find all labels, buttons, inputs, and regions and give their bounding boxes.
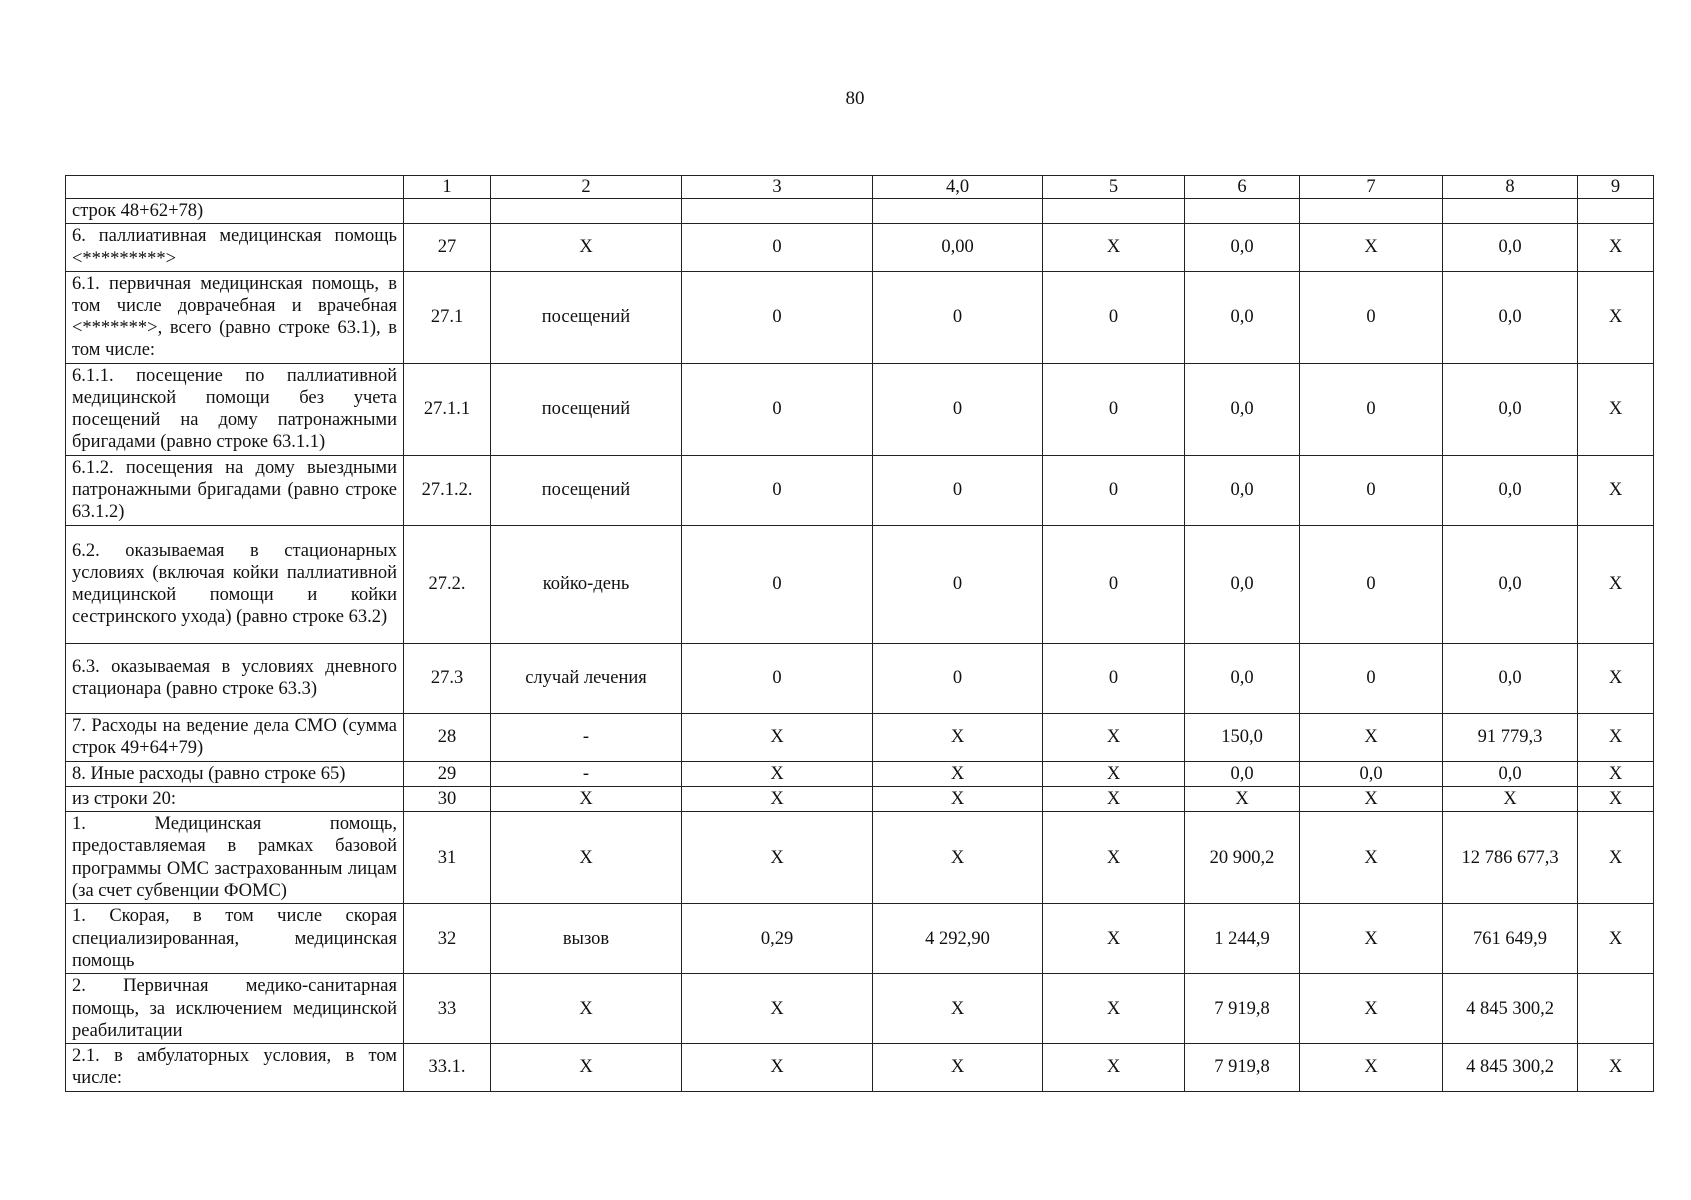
table-cell: 0 [1300,643,1443,713]
row-name-cell: 6.2. оказываемая в стационарных условиях (включая койки паллиативной медицинской помощи и койки сестринского ухода) (равно строке 63.2) [66,525,404,643]
row-name-cell: 6.1.1. посещение по паллиативной медицинской помощи без учета посещений на дому патронажными бригадами (равно строке 63.1.1) [66,363,404,455]
table-cell: 4 845 300,2 [1443,1044,1578,1091]
table-cell: Х [682,974,873,1044]
table-cell: 0,29 [682,904,873,974]
table-cell: 0 [1043,271,1185,363]
column-header: 2 [491,176,682,199]
table-cell [1578,199,1654,224]
table-row [66,786,1654,811]
table-cell: Х [1443,786,1578,811]
table-row [66,1044,1654,1091]
table-cell: 0,0 [1300,761,1443,786]
table-cell: 0 [873,363,1043,455]
table-cell: Х [873,974,1043,1044]
table-cell: 0 [682,455,873,525]
column-header: 7 [1300,176,1443,199]
table-cell: Х [1300,812,1443,904]
column-header: 6 [1185,176,1300,199]
table-cell: Х [1043,761,1185,786]
table-cell: Х [1043,812,1185,904]
table-cell: Х [682,761,873,786]
table-cell: 7 919,8 [1185,1044,1300,1091]
table-cell: посещений [491,455,682,525]
page-number: 80 [845,88,865,109]
table-cell: Х [1300,713,1443,761]
table-cell: 0 [682,224,873,271]
table-cell: Х [1043,974,1185,1044]
table-cell: 27.1.1 [404,363,491,455]
table-cell: Х [491,786,682,811]
table-cell: Х [873,786,1043,811]
row-name-cell: 6.1.2. посещения на дому выездными патронажными бригадами (равно строке 63.1.2) [66,455,404,525]
table-cell: Х [1578,643,1654,713]
table-cell: 0,0 [1443,525,1578,643]
table-cell: Х [1043,904,1185,974]
table-cell: 28 [404,713,491,761]
row-name-cell: 6.1. первичная медицинская помощь, в том числе доврачебная и врачебная <*******>, всего (равно строке 63.1), в том числе: [66,271,404,363]
table-cell: Х [1578,271,1654,363]
table-cell: 0 [873,271,1043,363]
table-row [66,525,1654,643]
table-cell: Х [1578,713,1654,761]
table-cell: Х [873,1044,1043,1091]
table-cell: 0,0 [1443,363,1578,455]
table-cell: 0,0 [1443,761,1578,786]
table-cell: 20 900,2 [1185,812,1300,904]
table-cell: Х [682,812,873,904]
table-cell: Х [491,974,682,1044]
table-cell: 27.1.2. [404,455,491,525]
table-cell: 0,0 [1443,643,1578,713]
table-cell: Х [491,1044,682,1091]
table-cell: вызов [491,904,682,974]
table-cell: 27.3 [404,643,491,713]
table-cell: 0,0 [1185,525,1300,643]
table-row [66,455,1654,525]
table-cell [682,199,873,224]
column-header: 4,0 [873,176,1043,199]
table-cell [873,199,1043,224]
table-cell: 0,0 [1185,224,1300,271]
row-name-cell: 8. Иные расходы (равно строке 65) [66,761,404,786]
table-cell: Х [1300,974,1443,1044]
table-cell: 29 [404,761,491,786]
table-cell: 0 [1300,525,1443,643]
table-cell: Х [1300,904,1443,974]
table-row [66,974,1654,1044]
data-table [65,175,1654,1092]
table-cell: Х [1578,525,1654,643]
table-cell: 7 919,8 [1185,974,1300,1044]
column-header: 1 [404,176,491,199]
table-cell: 27 [404,224,491,271]
table-cell: посещений [491,363,682,455]
table-cell: койко-день [491,525,682,643]
table-cell: 0 [682,271,873,363]
table-cell: 32 [404,904,491,974]
table-cell [1043,199,1185,224]
table-cell: 31 [404,812,491,904]
table-cell: 0,00 [873,224,1043,271]
table-cell: 0 [682,363,873,455]
table-cell: Х [873,812,1043,904]
table-row [66,363,1654,455]
table-cell: Х [1578,455,1654,525]
table-cell: 761 649,9 [1443,904,1578,974]
table-row [66,904,1654,974]
table-cell: Х [1300,1044,1443,1091]
table-cell [1443,199,1578,224]
table-cell: 0 [1300,271,1443,363]
table-cell: Х [1185,786,1300,811]
column-header: 9 [1578,176,1654,199]
table-cell: 0 [682,525,873,643]
table-row [66,199,1654,224]
row-name-cell: 7. Расходы на ведение дела СМО (сумма строк 49+64+79) [66,713,404,761]
table-cell: 0 [1300,455,1443,525]
table-cell: Х [1578,363,1654,455]
table-cell: Х [1300,224,1443,271]
table-cell: 0,0 [1443,271,1578,363]
table-cell: 0,0 [1443,224,1578,271]
table-cell: 33 [404,974,491,1044]
table-cell: 27.2. [404,525,491,643]
column-header: 3 [682,176,873,199]
table-cell: 0,0 [1185,643,1300,713]
table-cell: Х [1578,224,1654,271]
table-cell: 30 [404,786,491,811]
table-cell: Х [1578,786,1654,811]
table-cell: 0 [682,643,873,713]
table-cell: 0 [1043,525,1185,643]
row-name-cell: строк 48+62+78) [66,199,404,224]
table-cell: 0,0 [1185,761,1300,786]
table-cell: 12 786 677,3 [1443,812,1578,904]
table-cell: 27.1 [404,271,491,363]
table-cell: 0,0 [1185,455,1300,525]
table-cell: 1 244,9 [1185,904,1300,974]
row-name-cell: 6. паллиативная медицинская помощь <*********> [66,224,404,271]
table-cell: Х [1043,1044,1185,1091]
table-cell: Х [1578,1044,1654,1091]
table-cell: 0 [1043,363,1185,455]
table-cell: Х [1578,904,1654,974]
row-name-cell: 2. Первичная медико-санитарная помощь, за исключением медицинской реабилитации [66,974,404,1044]
table-cell: случай лечения [491,643,682,713]
table-cell: посещений [491,271,682,363]
table-cell: 4 292,90 [873,904,1043,974]
table-cell: 0,0 [1185,271,1300,363]
table-cell: Х [491,224,682,271]
table-cell: 4 845 300,2 [1443,974,1578,1044]
table-cell: Х [1578,812,1654,904]
table-row [66,643,1654,713]
table-cell: 0,0 [1185,363,1300,455]
table-cell: Х [491,812,682,904]
table-row [66,812,1654,904]
table-cell: Х [873,761,1043,786]
table-cell [1185,199,1300,224]
table-cell: 0 [1043,643,1185,713]
table-cell: 0 [873,643,1043,713]
row-name-cell: 2.1. в амбулаторных условия, в том числе: [66,1044,404,1091]
row-name-cell: 6.3. оказываемая в условиях дневного стационара (равно строке 63.3) [66,643,404,713]
table-cell: Х [682,1044,873,1091]
row-name-cell: 1. Медицинская помощь, предоставляемая в рамках базовой программы ОМС застрахованным лицам (за счет субвенции ФОМС) [66,812,404,904]
table-cell: 0,0 [1443,455,1578,525]
row-name-cell: 1. Скорая, в том числе скорая специализированная, медицинская помощь [66,904,404,974]
table-cell: 0 [1300,363,1443,455]
table-cell [1578,974,1654,1044]
table-cell: 33.1. [404,1044,491,1091]
table-cell: 91 779,3 [1443,713,1578,761]
table-cell: Х [1043,713,1185,761]
table-cell: 0 [873,525,1043,643]
table-cell: Х [1300,786,1443,811]
table-cell [1300,199,1443,224]
table-row [66,761,1654,786]
table-cell: - [491,761,682,786]
table-cell [491,199,682,224]
table-cell: Х [682,786,873,811]
column-header [66,176,404,199]
column-header: 8 [1443,176,1578,199]
table-cell: 0 [873,455,1043,525]
table-cell: Х [1578,761,1654,786]
table-row [66,271,1654,363]
table-cell: 150,0 [1185,713,1300,761]
table-cell: 0 [1043,455,1185,525]
table-row [66,713,1654,761]
table-cell: Х [682,713,873,761]
table-row [66,224,1654,271]
table-header-row [66,176,1654,199]
table-cell: Х [1043,224,1185,271]
row-name-cell: из строки 20: [66,786,404,811]
table-cell: - [491,713,682,761]
column-header: 5 [1043,176,1185,199]
table-cell [404,199,491,224]
table-cell: Х [873,713,1043,761]
table-cell: Х [1043,786,1185,811]
